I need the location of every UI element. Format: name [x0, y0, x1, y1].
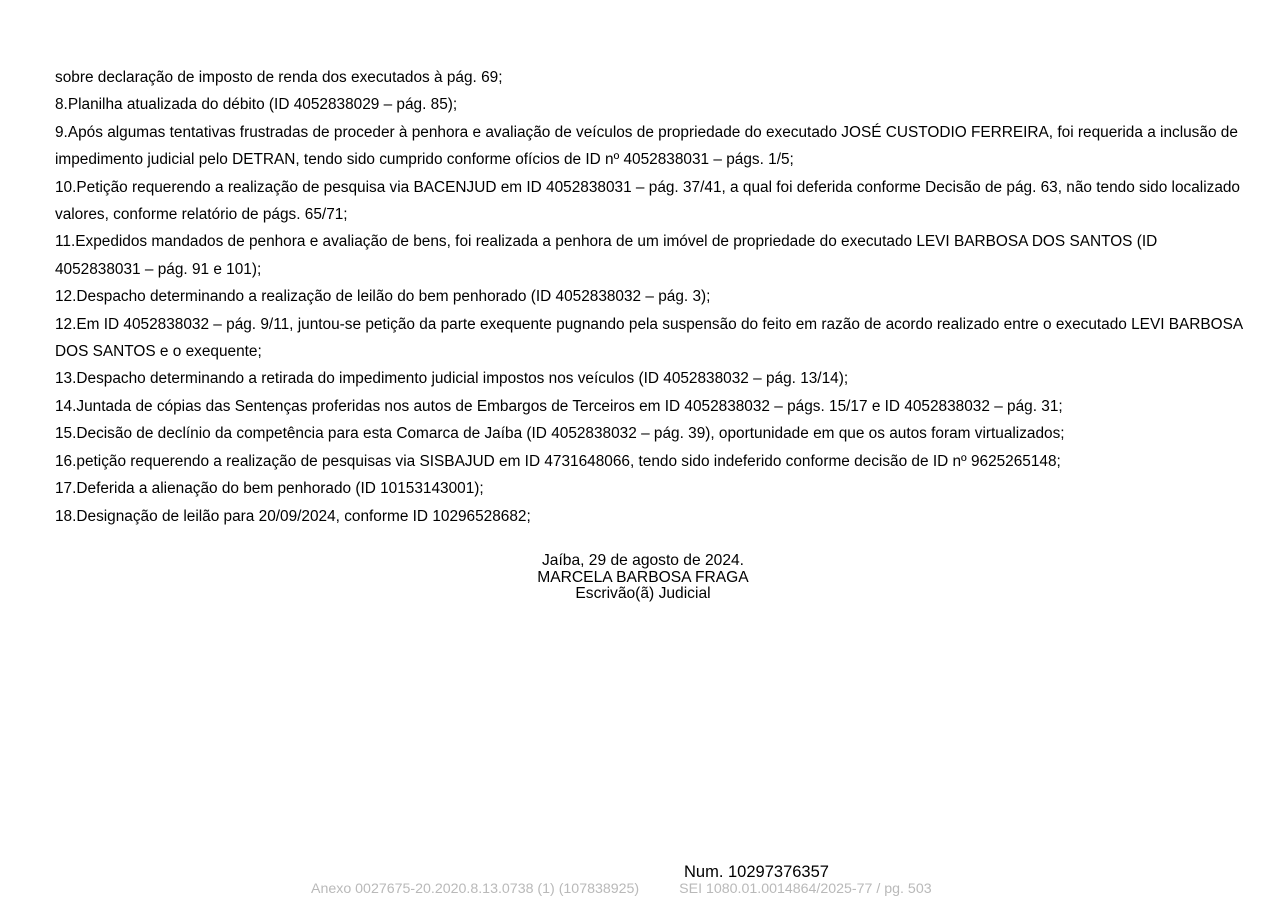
paragraph-item-13: 13.Despacho determinando a retirada do impedimento judicial impostos nos veículos (ID 4052838032 – pág. 13/14);: [55, 370, 849, 388]
document-number: Num. 10297376357: [684, 863, 829, 881]
signer-name: MARCELA BARBOSA FRAGA: [537, 568, 749, 586]
paragraph-item-18: 18.Designação de leilão para 20/09/2024, conforme ID 10296528682;: [55, 507, 531, 525]
paragraph-item-16: 16.petição requerendo a realização de pesquisas via SISBAJUD em ID 4731648066, tendo sido indeferido conforme decisão de ID nº 9625265148;: [55, 452, 1061, 470]
footer-stamp: [311, 880, 932, 898]
paragraph-item-11: 11.Expedidos mandados de penhora e avaliação de bens, foi realizada a penhora de um imóvel de propriedade do executado LEVI BARBOSA DOS SANTOS (ID 4052838031 – pág. 91 e 101);: [55, 233, 1158, 278]
paragraph-continuation: sobre declaração de imposto de renda dos executados à pág. 69;: [55, 69, 503, 86]
signature-block: [443, 553, 843, 603]
signer-role: Escrivão(ã) Judicial: [575, 585, 711, 603]
paragraph-item-14: 14.Juntada de cópias das Sentenças proferidas nos autos de Embargos de Terceiros em ID 4052838032 – págs. 15/17 e ID 4052838032 – pág. 31;: [55, 397, 1063, 415]
annex-reference: Anexo 0027675-20.2020.8.13.0738 (1) (107838925): [311, 881, 640, 897]
paragraph-item-17: 17.Deferida a alienação do bem penhorado (ID 10153143001);: [55, 480, 484, 498]
sei-reference: SEI 1080.01.0014864/2025-77 / pg. 503: [679, 881, 932, 897]
paragraph-item-9: 9.Após algumas tentativas frustradas de proceder à penhora e avaliação de veículos de propriedade do executado JOSÉ CUSTODIO FERREIRA, foi requerida a inclusão de impedimento judicial pelo DETRAN, tendo sido cumprido conforme ofícios de ID nº 4052838031 – págs. 1/5;: [55, 123, 1238, 169]
paragraph-item-10: 10.Petição requerendo a realização de pesquisa via BACENJUD em ID 4052838031 – pág. 37/41, a qual foi deferida conforme Decisão de pág. 63, não tendo sido localizado valores, conforme relatório de págs. 65/71;: [55, 178, 1240, 224]
document-body: [55, 64, 1245, 530]
paragraph-item-15: 15.Decisão de declínio da competência para esta Comarca de Jaíba (ID 4052838032 – pág. 39), oportunidade em que os autos foram virtualizados;: [55, 425, 1065, 443]
paragraph-item-8: 8.Planilha atualizada do débito (ID 4052838029 – pág. 85);: [55, 96, 458, 114]
place-date: Jaíba, 29 de agosto de 2024.: [541, 552, 745, 569]
paragraph-item-12a: 12.Despacho determinando a realização de leilão do bem penhorado (ID 4052838032 – pág. 3);: [55, 288, 711, 306]
paragraph-item-12b: 12.Em ID 4052838032 – pág. 9/11, juntou-se petição da parte exequente pugnando pela suspensão do feito em razão de acordo realizado entre o executado LEVI BARBOSA DOS SANTOS e o exequente;: [55, 315, 1243, 361]
